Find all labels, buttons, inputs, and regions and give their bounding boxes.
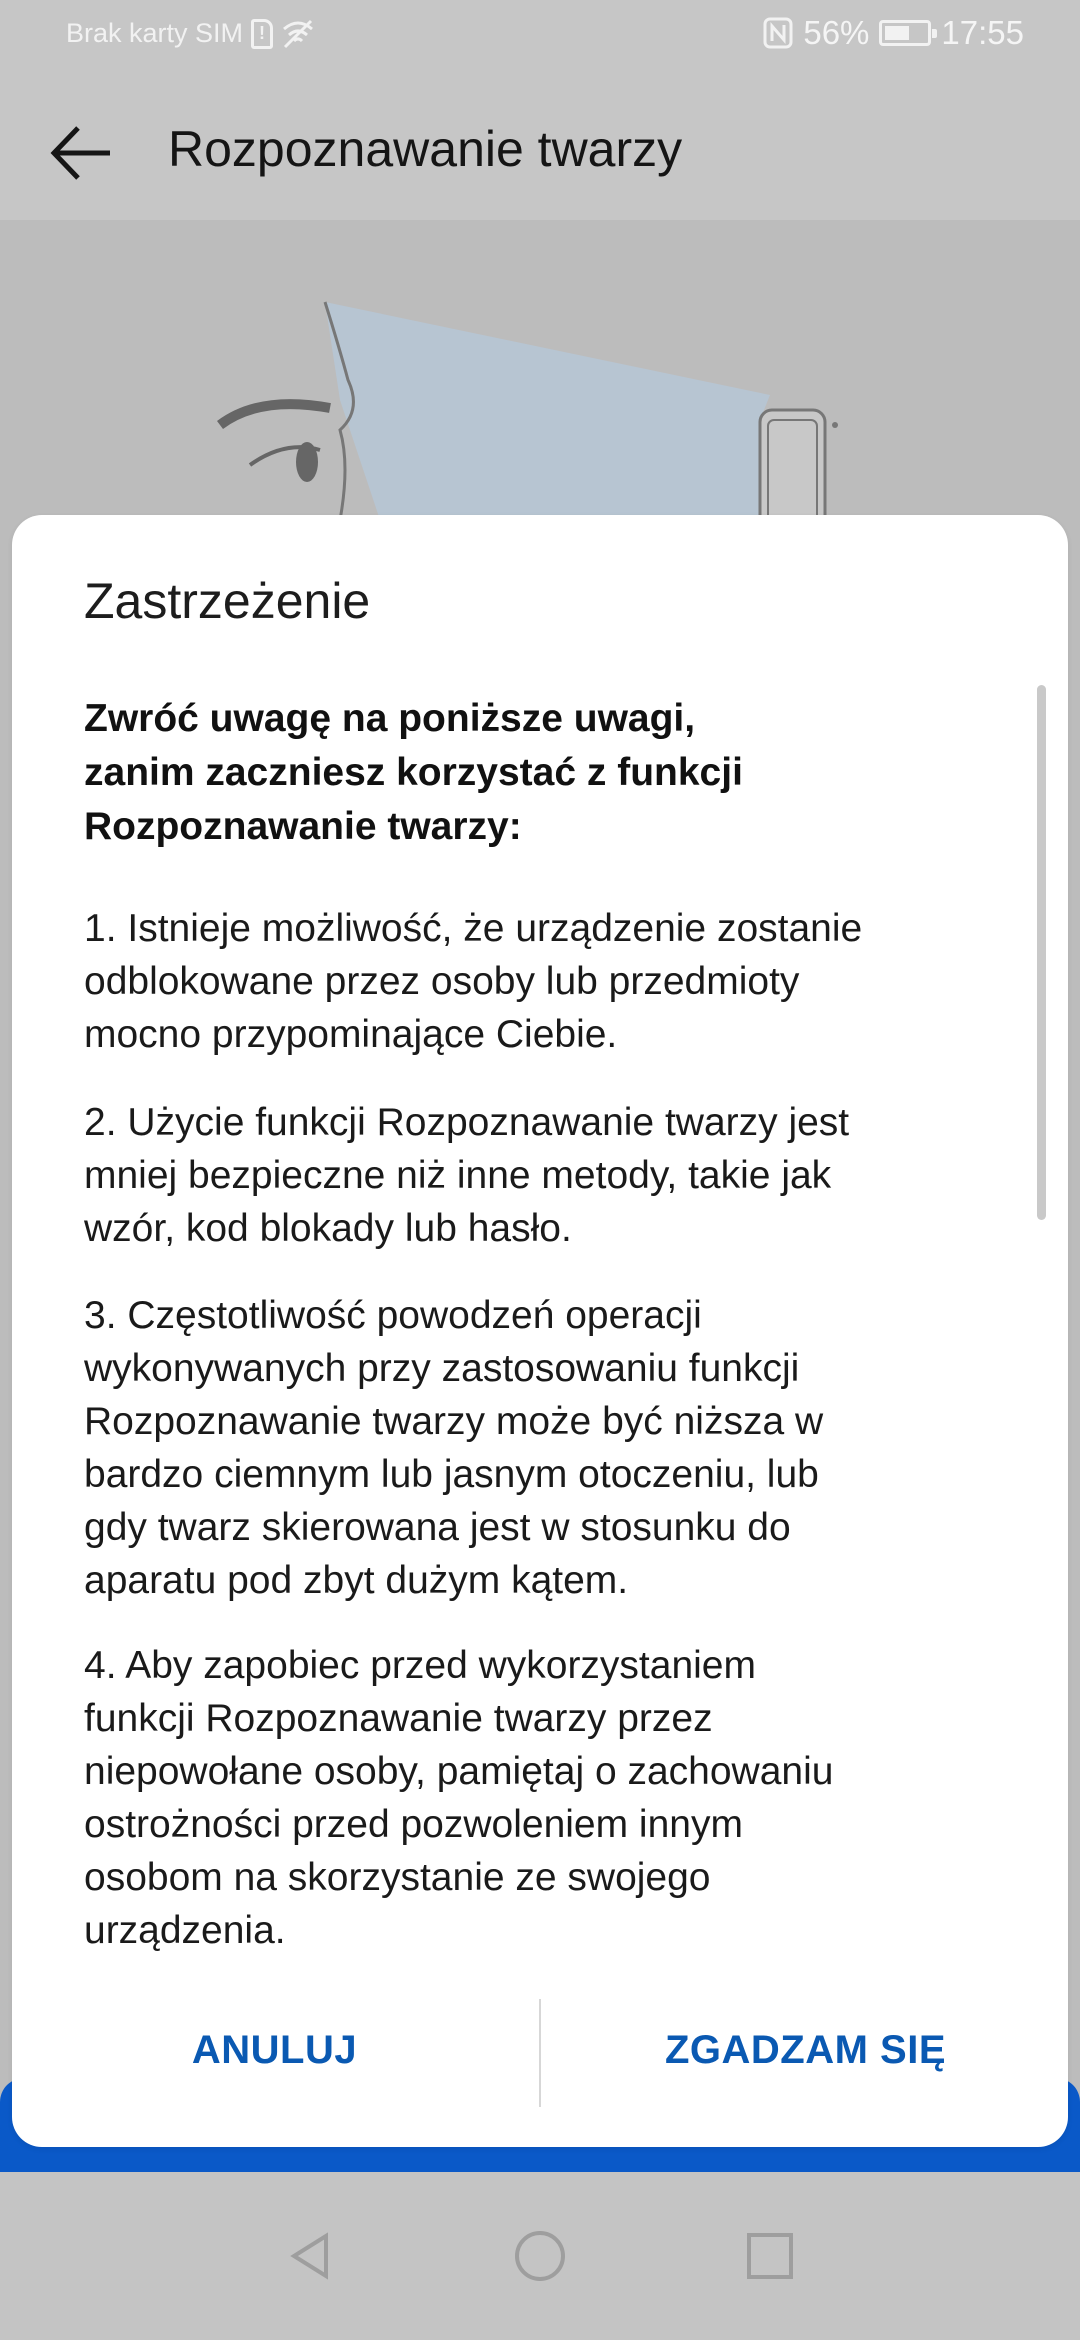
wifi-off-icon [281,19,315,49]
button-divider [539,1999,541,2107]
arrow-left-icon [44,118,120,188]
agree-button[interactable]: ZGADZAM SIĘ [664,2028,947,2072]
page-title: Rozpoznawanie twarzy [168,121,683,177]
dialog-actions [12,1985,1068,2115]
status-bar-left [66,18,315,49]
carrier-text: Brak karty SIM [66,18,244,48]
cancel-button[interactable]: ANULUJ [191,2028,358,2072]
status-bar-right [763,14,1024,52]
dialog-title: Zastrzeżenie [84,573,371,629]
dialog-scrollbar[interactable] [1037,685,1046,1220]
status-bar [0,0,1080,78]
nfc-icon [763,17,793,49]
disclaimer-dialog [12,515,1068,2147]
face-scan-illustration [200,290,900,530]
disclaimer-point: 1. Istnieje możliwość, że urządzenie zostanie odblokowane przez osoby lub przedmioty mocno przypominające Ciebie. [84,907,863,1056]
app-bar [0,78,1080,220]
disclaimer-point: 2. Użycie funkcji Rozpoznawanie twarzy jest mniej bezpieczne niż inne metody, takie jak wzór, kod blokady lub hasło. [84,1101,850,1250]
disclaimer-point: 4. Aby zapobiec przed wykorzystaniem funkcji Rozpoznawanie twarzy przez niepowołane osoby, pamiętaj o zachowaniu ostrożności przed pozwoleniem innym osobom na skorzystanie ze swojego urządzenia. [84,1644,834,1952]
clock: 17:55 [941,14,1024,51]
battery-icon [879,20,931,46]
dialog-intro: Zwróć uwagę na poniższe uwagi, zanim zaczniesz korzystać z funkcji Rozpoznawanie twarzy: [84,697,743,848]
battery-percent: 56% [803,14,870,51]
sim-alert-icon: ! [251,19,273,49]
back-button[interactable] [44,118,120,188]
disclaimer-point: 3. Częstotliwość powodzeń operacji wykonywanych przy zastosowaniu funkcji Rozpoznawanie twarzy może być niższa w bardzo ciemnym lub jasnym otoczeniu, lub gdy twarz skierowana jest w stosunku do aparatu pod zbyt dużym kątem. [84,1294,824,1602]
